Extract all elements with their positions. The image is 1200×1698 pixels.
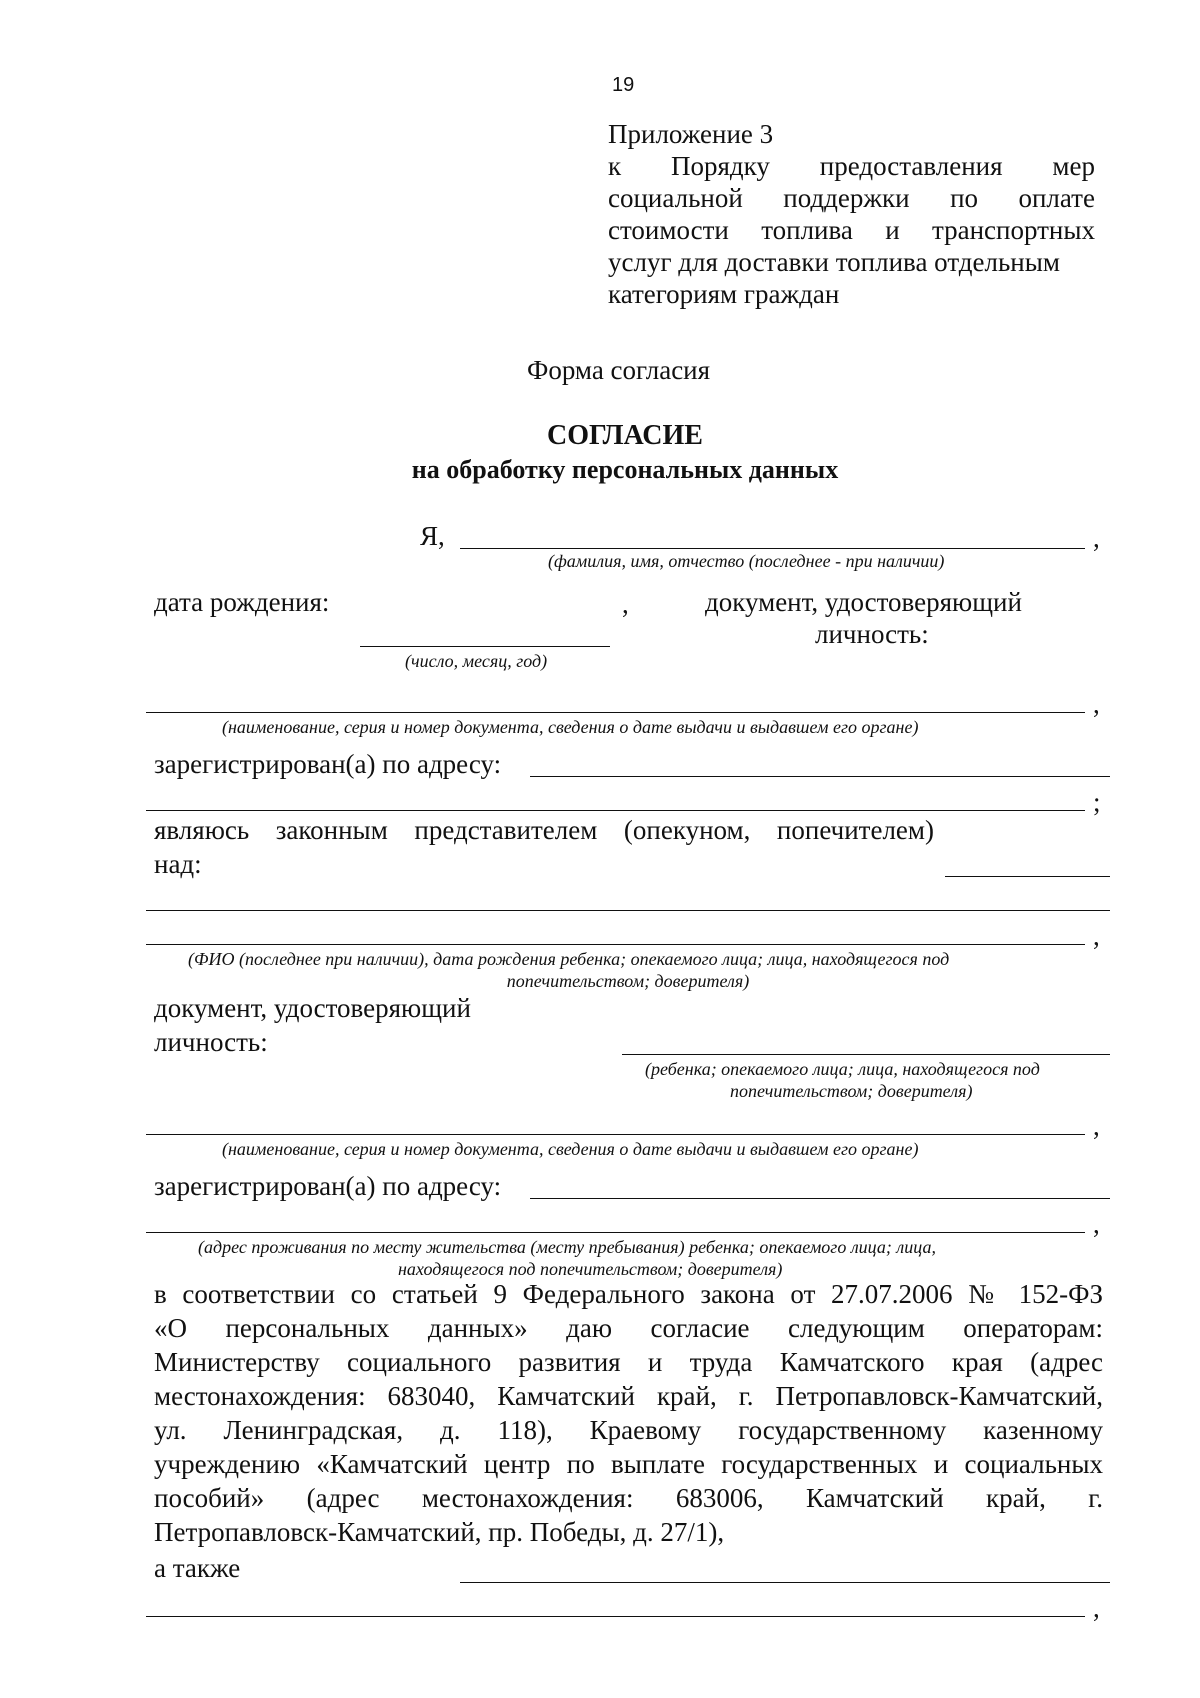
comma: , [1093,689,1100,719]
appendix-line-5: категориям граждан [608,279,840,309]
page-number: 19 [612,74,635,96]
body-line: ул. Ленинградская, д. 118), Краевому государственному казенному [154,1415,1103,1445]
comma: , [1093,1111,1100,1141]
birth-hint: (число, месяц, год) [405,651,548,671]
comma: , [1093,921,1100,951]
also-line-2[interactable] [146,1616,1085,1617]
document-title: СОГЛАСИЕ [547,420,703,451]
doc-hint: (наименование, серия и номер документа, сведения о дате выдачи и выдавшем его органе) [222,717,919,737]
body-line: местонахождения: 683040, Камчатский край, г. Петропавловск-Камчатский, [154,1381,1103,1411]
body-line: «О персональных данных» даю согласие следующим операторам: [154,1313,1103,1343]
document-line[interactable] [146,712,1085,713]
birth-label: дата рождения: [154,587,330,617]
ward-document-line[interactable] [146,1134,1085,1135]
ward-hint-2: попечительством; доверителя) [506,971,750,991]
appendix-line-2: социальной поддержки по оплате [608,183,1095,213]
address-hint-2: находящегося под попечительством; доверителя) [398,1259,783,1279]
appendix-title: Приложение 3 [608,119,774,149]
address-line[interactable] [530,776,1110,777]
ward-line-2[interactable] [146,910,1110,911]
ward-doc-hint-2: попечительством; доверителя) [730,1081,973,1101]
over-label: над: [154,849,202,879]
registered-label: зарегистрирован(а) по адресу: [154,749,502,779]
also-label: а также [154,1553,241,1583]
comma: , [1093,523,1100,553]
ward-address-line[interactable] [530,1198,1110,1199]
body-line: Петропавловск-Камчатский, пр. Победы, д. 27/1), [154,1517,725,1547]
body-line: Министерству социального развития и труда Камчатского края (адрес [154,1347,1103,1377]
ward-doc-hint: (ребенка; опекаемого лица; лица, находящегося под [645,1059,1040,1079]
i-label: Я, [420,521,445,551]
body-line: учреждению «Камчатский центр по выплате государственных и социальных [154,1449,1103,1479]
ward-doc-label-2: личность: [154,1027,268,1057]
comma: , [622,589,629,619]
birth-date-line[interactable] [360,646,610,647]
comma: , [1093,1209,1100,1239]
fio-hint: (фамилия, имя, отчество (последнее - при наличии) [548,551,945,571]
address-line-2[interactable] [146,810,1085,811]
ward-hint: (ФИО (последнее при наличии), дата рождения ребенка; опекаемого лица; лица, находящегося под [188,949,950,969]
ward-line-1[interactable] [945,876,1110,877]
id-doc-label-2: личность: [815,619,929,649]
id-doc-label: документ, удостоверяющий [705,587,1022,617]
form-label: Форма согласия [527,355,711,385]
also-line[interactable] [460,1582,1110,1583]
guardian-text: являюсь законным представителем (опекуном, попечителем) [154,815,934,845]
comma: , [1093,1593,1100,1623]
body-line: пособий» (адрес местонахождения: 683006, Камчатский край, г. [154,1483,1103,1513]
semicolon: ; [1093,787,1101,817]
document-subtitle: на обработку персональных данных [411,455,839,484]
ward-line-3[interactable] [146,944,1085,945]
appendix-line-3: стоимости топлива и транспортных [608,215,1095,245]
appendix-lines [608,150,1095,310]
appendix-line-4: услуг для доставки топлива отдельным [608,247,1060,277]
address-hint: (адрес проживания по месту жительства (месту пребывания) ребенка; опекаемого лица; лица, [198,1237,936,1257]
ward-doc-label: документ, удостоверяющий [154,993,471,1023]
ward-address-line-2[interactable] [146,1232,1085,1233]
doc-hint-2: (наименование, серия и номер документа, сведения о дате выдачи и выдавшем его органе) [222,1139,919,1159]
ward-doc-line[interactable] [622,1054,1110,1055]
consent-paragraph [154,1278,1103,1550]
registered-label-2: зарегистрирован(а) по адресу: [154,1171,502,1201]
fio-line[interactable] [460,548,1085,549]
appendix-line-1: к Порядку предоставления мер [608,151,1095,181]
body-line: в соответствии со статьей 9 Федерального закона от 27.07.2006 № 152-ФЗ [154,1279,1103,1309]
